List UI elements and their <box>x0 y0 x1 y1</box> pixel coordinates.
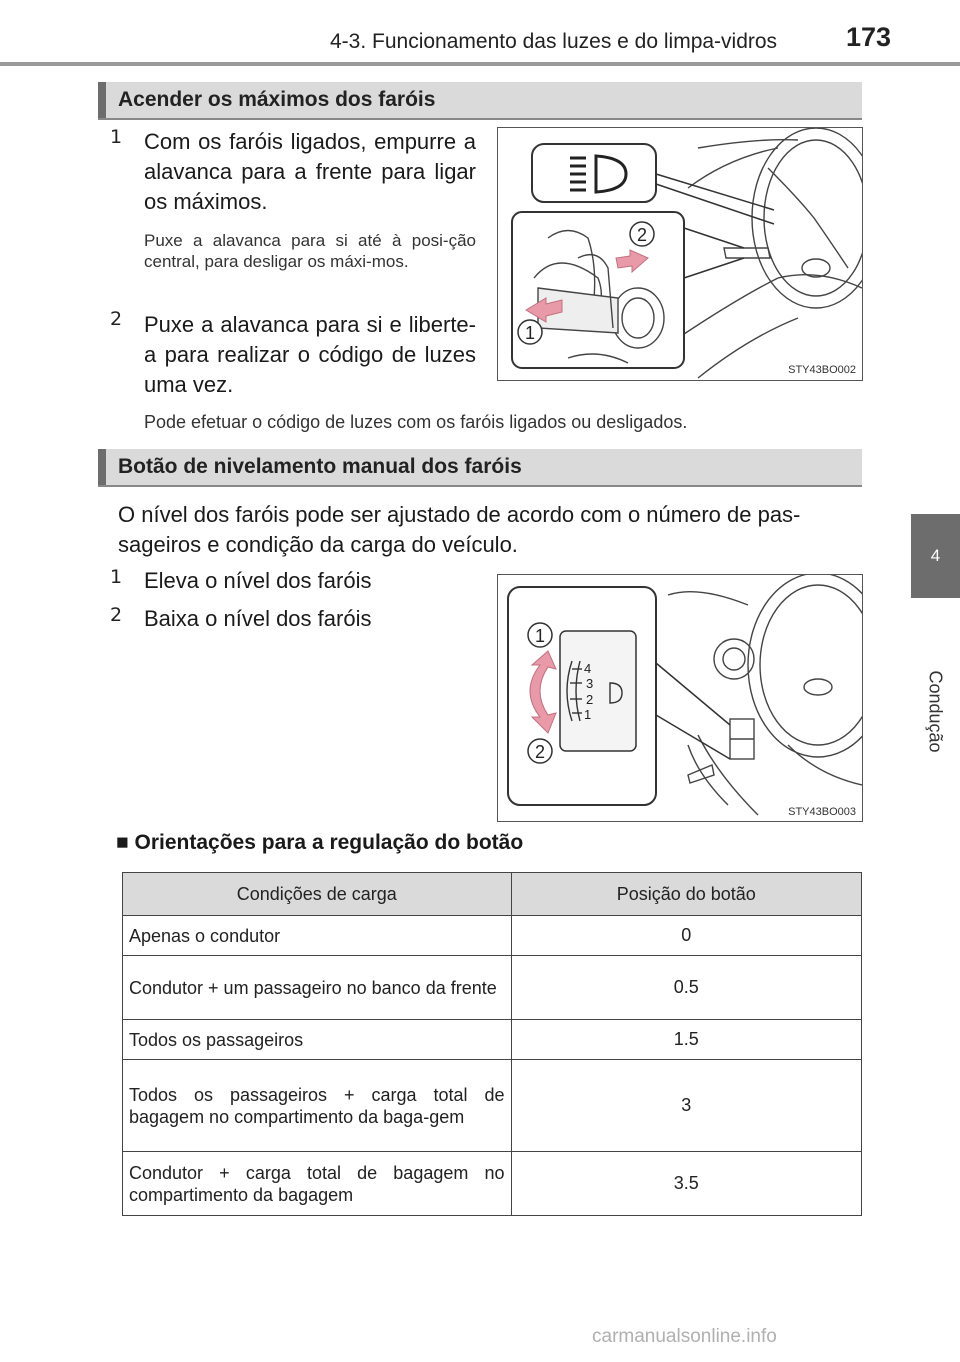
leveling-dial-illustration <box>497 574 863 822</box>
column-header-conditions: Condições de carga <box>123 873 512 916</box>
step-number-badge: 1 <box>110 126 123 148</box>
dial-mark-4: 4 <box>584 661 592 676</box>
section-1-footer-note: Pode efetuar o código de luzes com os faróis ligados ou desligados. <box>144 412 688 432</box>
leveling-drawing <box>498 575 862 821</box>
section-underline <box>98 485 862 487</box>
guide-heading <box>116 831 523 855</box>
adjustment-table <box>122 872 862 1216</box>
page-number: 173 <box>846 22 892 52</box>
lever-drawing <box>498 128 862 380</box>
dial-mark-1: 1 <box>584 707 592 722</box>
column-header-position: Posição do botão <box>511 873 861 916</box>
section-heading-leveling: Botão de nivelamento manual dos faróis <box>98 449 862 485</box>
header-rule <box>0 62 960 66</box>
condition-cell: Condutor + um passageiro no banco da frente <box>123 956 512 1020</box>
figure-code: STY43BO002 <box>788 364 856 376</box>
watermark: carmanualsonline.info <box>592 1326 777 1347</box>
position-cell: 3.5 <box>511 1152 861 1216</box>
step-number-badge: 2 <box>110 308 123 330</box>
condition-cell: Condutor + carga total de bagagem no compartimento da bagagem <box>123 1152 512 1216</box>
item-number-badge: 2 <box>110 604 123 626</box>
table-row <box>123 1152 862 1216</box>
callout-2: 2 <box>636 225 648 245</box>
item-2-text: Baixa o nível dos faróis <box>144 606 372 631</box>
callout-1: 1 <box>524 323 536 343</box>
section-underline <box>98 118 862 120</box>
position-cell: 0.5 <box>511 956 861 1020</box>
dial-mark-3: 3 <box>586 676 594 691</box>
table-row <box>123 956 862 1020</box>
lever-illustration <box>497 127 863 381</box>
item-1-text: Eleva o nível dos faróis <box>144 568 372 593</box>
section-heading-high-beam: Acender os máximos dos faróis <box>98 82 862 118</box>
callout-2: 2 <box>534 742 546 762</box>
position-cell: 0 <box>511 916 861 956</box>
table-row <box>123 1060 862 1152</box>
table-row <box>123 1020 862 1060</box>
running-header: 4-3. Funcionamento das luzes e do limpa-vidros <box>330 30 778 53</box>
chapter-tab[interactable]: 4 <box>911 514 960 598</box>
figure-code: STY43BO003 <box>788 806 856 818</box>
position-cell: 3 <box>511 1060 861 1152</box>
step-1-text: Com os faróis ligados, empurre a alavanca para a frente para ligar os máximos. <box>144 129 476 214</box>
section-2-intro-line-1: O nível dos faróis pode ser ajustado de acordo com o número de pas- <box>118 502 801 527</box>
condition-cell: Todos os passageiros + carga total de bagagem no compartimento da baga-gem <box>123 1060 512 1152</box>
bullet-square: ■ <box>116 831 129 854</box>
table-row <box>123 916 862 956</box>
dial-mark-2: 2 <box>586 692 594 707</box>
condition-cell: Apenas o condutor <box>123 916 512 956</box>
chapter-label: Condução <box>925 670 946 753</box>
item-number-badge: 1 <box>110 566 123 588</box>
dial-panel <box>560 631 636 751</box>
step-1-note: Puxe a alavanca para si até à posi-ção central, para desligar os máxi-mos. <box>144 231 476 271</box>
table-header-row <box>123 873 862 916</box>
headlight-indicator-box <box>532 144 656 202</box>
condition-cell: Todos os passageiros <box>123 1020 512 1060</box>
guide-heading-text: Orientações para a regulação do botão <box>134 831 524 854</box>
position-cell: 1.5 <box>511 1020 861 1060</box>
step-2-text: Puxe a alavanca para si e liberte-a para realizar o código de luzes uma vez. <box>144 312 476 397</box>
callout-1: 1 <box>534 626 546 646</box>
section-2-intro-line-2: sageiros e condição da carga do veículo. <box>118 532 518 557</box>
